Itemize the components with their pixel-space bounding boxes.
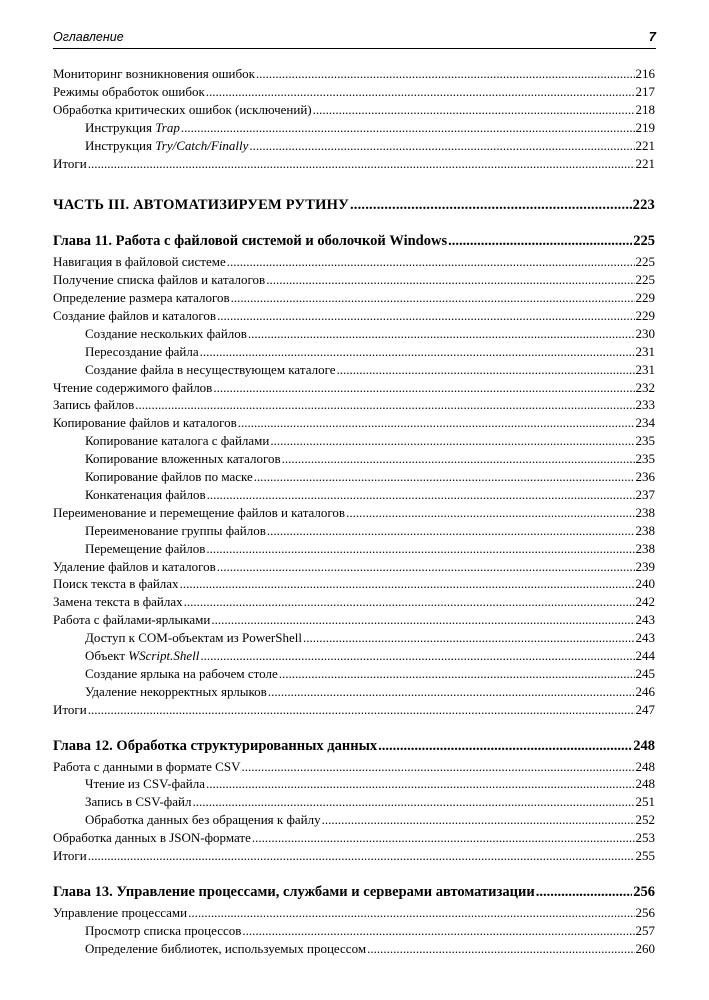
toc-entry-title-prefix: Инструкция [85,119,156,135]
toc-entry-page-number: 236 [635,469,655,484]
toc-entry-title: Удаление файлов и каталогов [53,558,216,574]
dot-leader [448,233,632,250]
toc-entry[interactable] [53,905,655,920]
toc-entry-page-number: 239 [635,558,655,574]
toc-entry-page-number: 238 [635,504,655,520]
toc-entry-page-number: 245 [635,665,655,681]
toc-entry-title: Переименование и перемещение файлов и каталогов [53,504,346,520]
toc-entry[interactable] [53,469,655,484]
toc-entry-title: Управление процессами [53,904,188,920]
toc-entry-title: Обработка данных в JSON-формате [53,830,251,846]
toc-entry[interactable] [53,684,655,699]
toc-entry[interactable] [53,120,655,135]
toc-entry[interactable] [53,397,655,412]
toc-entry[interactable] [53,272,655,287]
toc-entry-title: Создание ярлыка на рабочем столе [85,665,278,681]
dot-leader [227,254,635,269]
toc-entry[interactable] [53,648,655,663]
dot-leader [378,738,632,755]
toc-entry-page-number: 218 [635,101,655,117]
toc-entry[interactable] [53,702,655,717]
dot-leader [238,415,635,430]
dot-leader [231,290,635,305]
toc-entry-title: Поиск текста в файлах [53,576,179,592]
toc-entry[interactable] [53,102,655,117]
toc-entry-title: Итоги [53,701,87,717]
dot-leader [267,523,635,538]
toc-entry-title: Чтение из CSV-файла [85,776,206,792]
dot-leader [252,830,635,845]
toc-entry-page-number: 237 [635,486,655,502]
toc-entry[interactable] [53,848,655,863]
dot-leader [256,66,635,81]
dot-leader [181,120,635,135]
toc-entry-page-number: 255 [635,848,655,863]
toc-entry-page-number: 248 [635,776,655,792]
dot-leader [206,541,634,556]
toc-entry[interactable] [53,156,655,171]
toc-entry[interactable] [53,487,655,502]
dot-leader [266,272,634,287]
dot-leader [184,594,635,609]
dot-leader [200,344,635,359]
toc-part-heading[interactable] [53,197,655,214]
toc-entry[interactable] [53,451,655,466]
toc-entry-page-number: 235 [635,433,655,449]
dot-leader [337,362,635,377]
toc-entry[interactable] [53,290,655,305]
toc-entry[interactable] [53,594,655,609]
toc-entry-title: Создание нескольких файлов [85,325,247,341]
toc-entry-title [85,120,180,135]
toc-entry[interactable] [53,254,655,269]
dot-leader [279,666,635,681]
toc-entry-title: Пересоздание файла [85,343,199,359]
toc-entry-page-number: 234 [635,415,655,431]
toc-entry-title-italic: Trap [155,119,180,135]
toc-entry-title: Глава 13. Управление процессами, службами и серверами автоматизации [53,883,535,900]
toc-entry-page-number: 233 [635,397,655,413]
toc-entry-title: Копирование каталога с файлами [85,433,270,449]
toc-entry-title: Создание файла в несуществующем каталоге [85,361,336,377]
toc-entry[interactable] [53,380,655,395]
toc-entry-page-number: 242 [635,594,655,610]
toc-entry-page-number: 217 [635,83,655,99]
toc-entry[interactable] [53,759,655,774]
dot-leader [248,326,635,341]
toc-entry-title [85,138,248,153]
toc-entry-title: Итоги [53,155,87,171]
dot-leader [135,397,634,412]
dot-leader [249,138,634,153]
toc-entry[interactable] [53,830,655,845]
toc-entry-title: Копирование файлов по маске [85,469,253,484]
toc-entry[interactable] [53,138,655,153]
toc-entry[interactable] [53,923,655,938]
dot-leader [206,776,634,791]
toc-entry-title: Перемещение файлов [85,540,206,556]
toc-entry[interactable] [53,84,655,99]
toc-entry-page-number: 231 [635,361,655,377]
dot-leader [211,612,634,627]
dot-leader [217,308,634,323]
dot-leader [88,156,635,171]
toc-entry-title: Режимы обработок ошибок [53,83,205,99]
dot-leader [268,684,635,699]
toc-entry-page-number: 253 [635,830,655,846]
toc-entry-title-prefix: Инструкция [85,137,156,153]
toc-entry-page-number: 235 [635,451,655,467]
dot-leader [206,84,635,99]
toc-entry-title: Переименование группы файлов [85,522,266,538]
toc-entry-page-number: 257 [635,922,655,938]
dot-leader [270,433,634,448]
toc-entry[interactable] [53,941,655,956]
toc-entry-page-number: 238 [635,540,655,556]
toc-entry-page-number: 243 [635,630,655,646]
dot-leader [313,102,635,117]
toc-entry-title: Обработка критических ошибок (исключений) [53,101,312,117]
toc-entry[interactable] [53,612,655,627]
toc-entry-page-number: 248 [635,758,655,774]
toc-entry-title [85,648,199,663]
toc-entry-title: Чтение содержимого файлов [53,379,213,395]
toc-entry-title: Запись файлов [53,397,135,413]
dot-leader [180,576,635,591]
toc-entry-page-number: 223 [632,197,655,214]
toc-entry-title: Копирование файлов и каталогов [53,415,237,431]
toc-entry-page-number: 225 [635,272,655,288]
toc-entry-page-number: 232 [635,379,655,395]
toc-entry-title: ЧАСТЬ III. АВТОМАТИЗИРУЕМ РУТИНУ [53,197,349,214]
toc-entry-page-number: 229 [635,307,655,323]
toc-entry-title: Конкатенация файлов [85,486,206,502]
dot-leader [207,487,635,502]
toc-entry-page-number: 221 [635,137,655,153]
toc-entry-title: Просмотр списка процессов [85,922,242,938]
toc-entry-page-number: 238 [635,522,655,538]
dot-leader [367,941,634,956]
toc-entry-page-number: 240 [635,576,655,592]
toc-entry-title: Замена текста в файлах [53,594,183,610]
dot-leader [88,702,635,717]
dot-leader [188,905,634,920]
toc-entry[interactable] [53,66,655,81]
toc-entry[interactable] [53,812,655,827]
toc-entry-page-number: 246 [635,683,655,699]
toc-entry-page-number: 251 [635,794,655,810]
toc-entry-title: Определение размера каталогов [53,290,230,305]
toc-entry-title: Навигация в файловой системе [53,254,226,270]
toc-entry-page-number: 231 [635,343,655,359]
running-header [53,30,656,49]
dot-leader [192,794,634,809]
dot-leader [200,648,634,663]
dot-leader [322,812,635,827]
toc-entry-title: Глава 11. Работа с файловой системой и оболочкой Windows [53,233,448,250]
toc-entry-title: Итоги [53,848,87,863]
toc-entry-title: Копирование вложенных каталогов [85,451,281,467]
toc-entry-title: Определение библиотек, используемых процессом [85,940,367,956]
toc-entry-title: Доступ к COM-объектам из PowerShell [85,630,302,646]
toc-entry[interactable] [53,794,655,809]
toc-entry-page-number: 221 [635,155,655,171]
dot-leader [282,451,635,466]
toc-chapter-heading[interactable] [53,738,655,755]
toc-entry-page-number: 219 [635,119,655,135]
toc-entry[interactable] [53,415,655,430]
dot-leader [346,505,634,520]
toc-entry-page-number: 256 [633,883,655,900]
toc-entry-page-number: 230 [635,325,655,341]
toc-entry-title-italic: WScript.Shell [128,648,200,663]
toc-entry-title: Обработка данных без обращения к файлу [85,812,321,828]
toc-entry-page-number: 244 [635,648,655,663]
toc-entry-title: Получение списка файлов и каталогов [53,272,266,288]
toc-entry-title: Удаление некорректных ярлыков [85,683,267,699]
toc-entry-page-number: 256 [635,904,655,920]
toc-entry-page-number: 229 [635,290,655,305]
toc-entry[interactable] [53,576,655,591]
dot-leader [254,469,635,484]
toc-entry[interactable] [53,559,655,574]
toc-entry-title: Работа с данными в формате CSV [53,758,241,774]
toc-entry-title: Глава 12. Обработка структурированных данных [53,737,378,754]
toc-entry[interactable] [53,523,655,538]
toc-entry[interactable] [53,433,655,448]
toc-chapter-heading[interactable] [53,233,655,250]
dot-leader [88,848,635,863]
dot-leader [217,559,635,574]
dot-leader [213,380,634,395]
toc-entry-title: Создание файлов и каталогов [53,307,217,323]
toc-entry-page-number: 225 [635,254,655,270]
toc-entry-page-number: 216 [635,66,655,81]
toc-entry-title-italic: Try/Catch/Finally [155,137,249,153]
toc-entry-page-number: 248 [633,737,655,754]
toc-entry-page-number: 252 [635,812,655,828]
toc-entry-title: Работа с файлами-ярлыками [53,612,211,628]
running-header-title: Оглавление [53,30,124,44]
toc-entry[interactable] [53,362,655,377]
dot-leader [242,923,634,938]
toc-entry-title-prefix: Объект [85,648,129,663]
toc-entry-title: Мониторинг возникновения ошибок [53,66,255,81]
toc-entry-page-number: 247 [635,701,655,717]
toc-chapter-heading[interactable] [53,884,655,901]
toc-entry[interactable] [53,630,655,645]
toc-entry[interactable] [53,666,655,681]
dot-leader [303,630,635,645]
toc-entry-page-number: 260 [635,940,655,956]
toc-entry[interactable] [53,776,655,791]
toc-entry[interactable] [53,308,655,323]
toc-entry[interactable] [53,541,655,556]
toc-entry-title: Запись в CSV-файл [85,794,192,810]
toc-entry-page-number: 243 [635,612,655,628]
dot-leader [350,197,632,214]
running-header-page-number: 7 [648,29,656,44]
toc-entry[interactable] [53,505,655,520]
dot-leader [536,884,633,901]
toc-entry-page-number: 225 [633,233,655,250]
toc-entry[interactable] [53,344,655,359]
dot-leader [241,759,634,774]
toc-entry[interactable] [53,326,655,341]
